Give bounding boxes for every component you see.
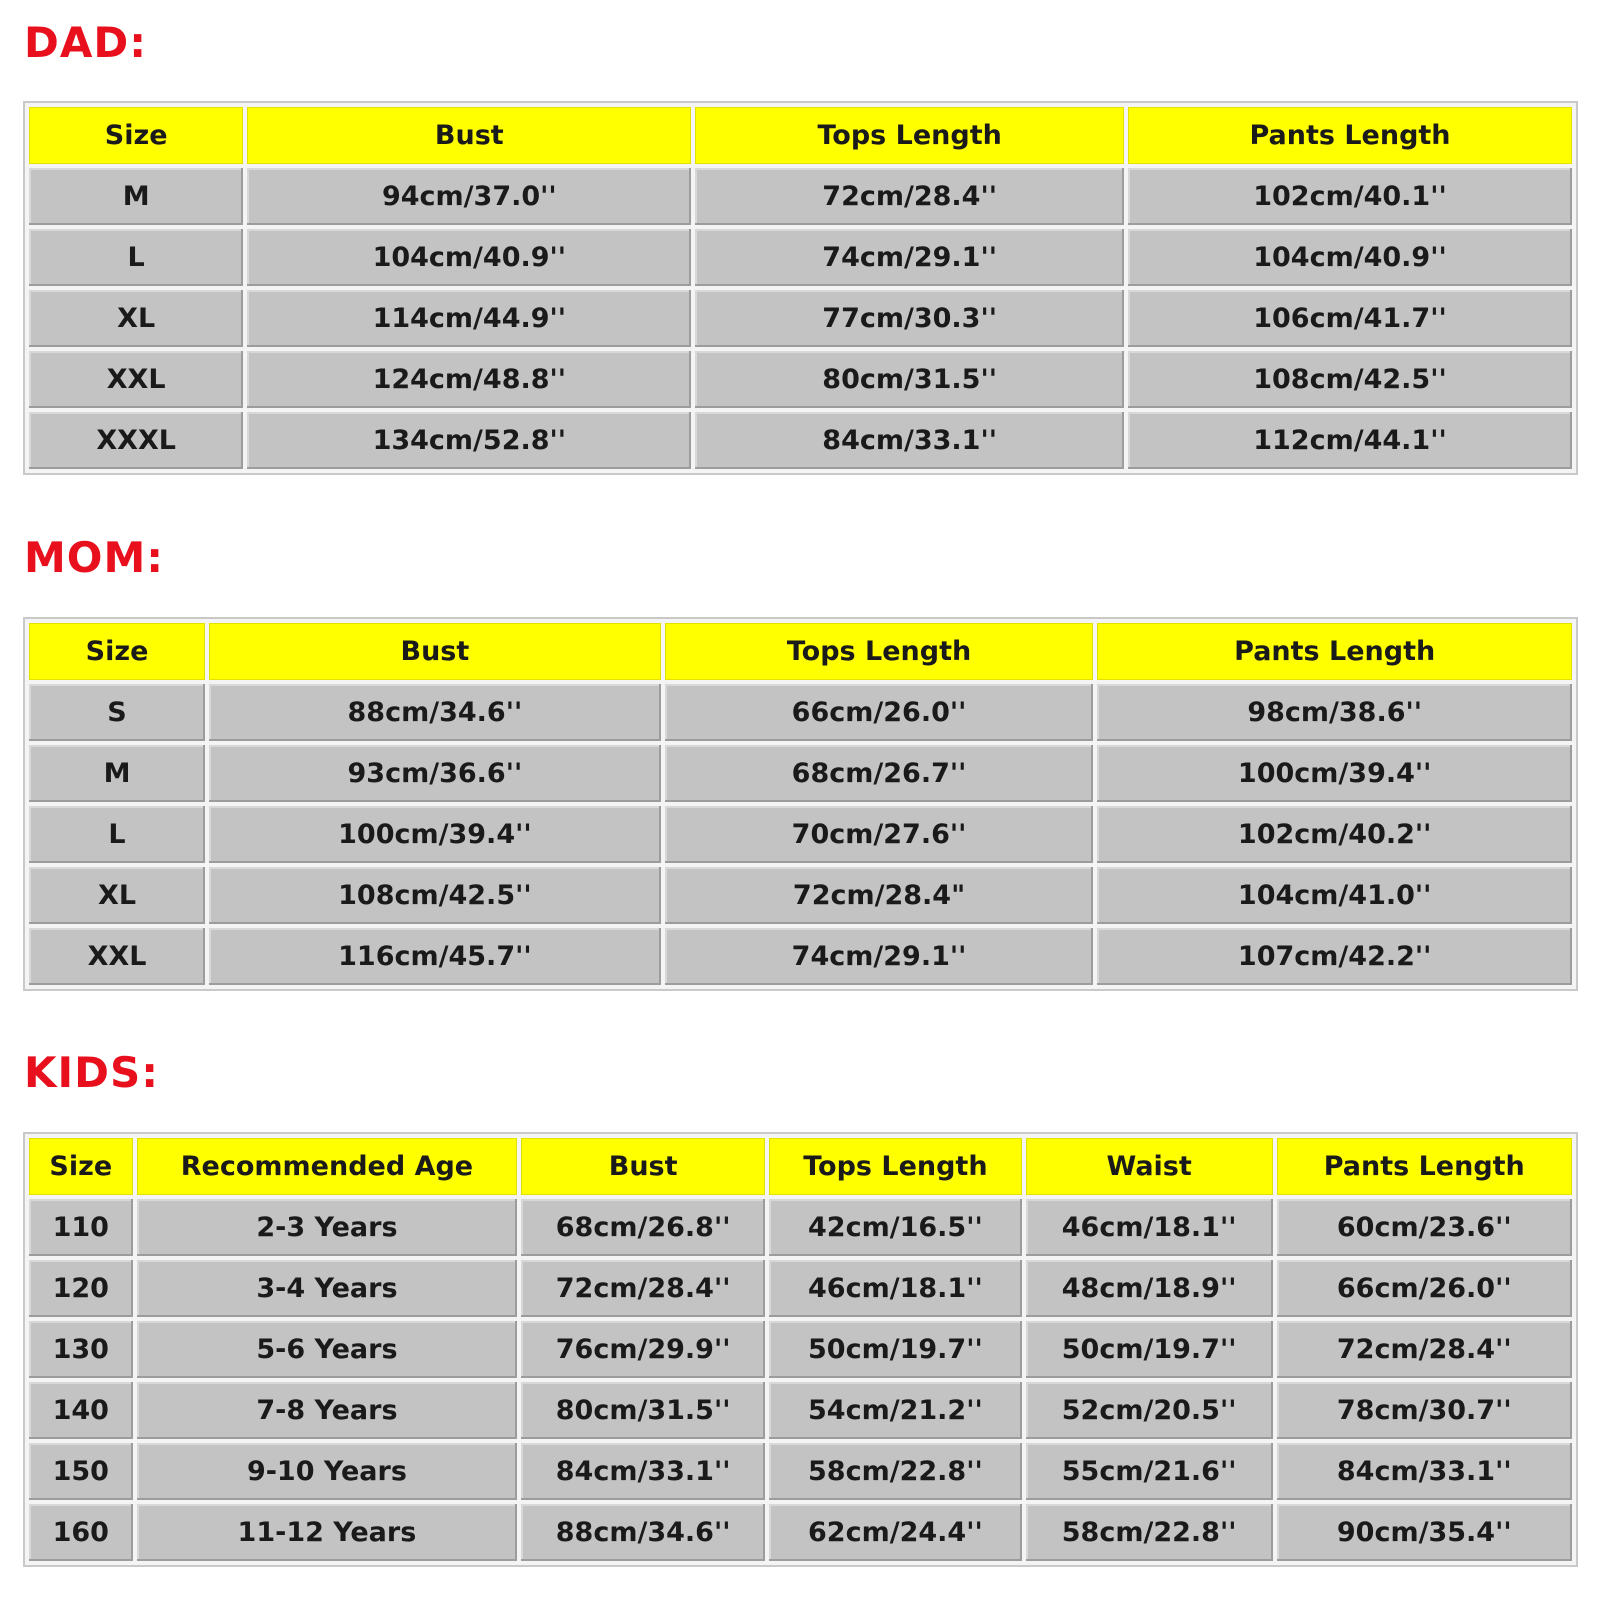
cell-pants-length: 100cm/39.4'' <box>1097 745 1572 802</box>
cell-pants-length: 102cm/40.2'' <box>1097 806 1572 863</box>
table-row <box>29 168 1572 225</box>
table-row <box>29 867 1572 924</box>
cell-waist: 48cm/18.9'' <box>1026 1260 1273 1317</box>
cell-pants-length: 66cm/26.0'' <box>1277 1260 1573 1317</box>
cell-tops-length: 50cm/19.7'' <box>769 1321 1022 1378</box>
cell-size: M <box>29 745 205 802</box>
cell-pants-length: 104cm/41.0'' <box>1097 867 1572 924</box>
cell-tops-length: 66cm/26.0'' <box>665 684 1094 741</box>
cell-pants-length: 60cm/23.6'' <box>1277 1199 1573 1256</box>
cell-waist: 46cm/18.1'' <box>1026 1199 1273 1256</box>
cell-bust: 94cm/37.0'' <box>247 168 691 225</box>
cell-size: 150 <box>29 1443 133 1500</box>
dad-size-table <box>25 103 1576 473</box>
cell-pants-length: 90cm/35.4'' <box>1277 1504 1573 1561</box>
header-recommended-age: Recommended Age <box>137 1138 518 1195</box>
mom-size-table-container <box>23 617 1578 991</box>
cell-pants-length: 112cm/44.1'' <box>1128 412 1572 469</box>
table-row <box>29 1382 1572 1439</box>
cell-size: XXL <box>29 351 243 408</box>
cell-pants-length: 108cm/42.5'' <box>1128 351 1572 408</box>
cell-tops-length: 62cm/24.4'' <box>769 1504 1022 1561</box>
cell-bust: 108cm/42.5'' <box>209 867 661 924</box>
cell-bust: 104cm/40.9'' <box>247 229 691 286</box>
cell-bust: 68cm/26.8'' <box>521 1199 765 1256</box>
cell-pants-length: 106cm/41.7'' <box>1128 290 1572 347</box>
cell-size: 130 <box>29 1321 133 1378</box>
cell-bust: 124cm/48.8'' <box>247 351 691 408</box>
table-row <box>29 806 1572 863</box>
cell-tops-length: 72cm/28.4" <box>665 867 1094 924</box>
cell-size: XXL <box>29 928 205 985</box>
cell-size: M <box>29 168 243 225</box>
kids-size-table <box>25 1134 1576 1565</box>
header-size: Size <box>29 1138 133 1195</box>
header-bust: Bust <box>521 1138 765 1195</box>
cell-size: 160 <box>29 1504 133 1561</box>
cell-size: 140 <box>29 1382 133 1439</box>
cell-waist: 55cm/21.6'' <box>1026 1443 1273 1500</box>
cell-tops-length: 74cm/29.1'' <box>695 229 1124 286</box>
cell-tops-length: 46cm/18.1'' <box>769 1260 1022 1317</box>
cell-tops-length: 80cm/31.5'' <box>695 351 1124 408</box>
cell-size: XL <box>29 867 205 924</box>
cell-recommended-age: 7-8 Years <box>137 1382 518 1439</box>
cell-size: 110 <box>29 1199 133 1256</box>
cell-pants-length: 107cm/42.2'' <box>1097 928 1572 985</box>
cell-tops-length: 70cm/27.6'' <box>665 806 1094 863</box>
table-row <box>29 412 1572 469</box>
header-size: Size <box>29 623 205 680</box>
header-tops-length: Tops Length <box>695 107 1124 164</box>
cell-tops-length: 58cm/22.8'' <box>769 1443 1022 1500</box>
table-row <box>29 1504 1572 1561</box>
cell-recommended-age: 9-10 Years <box>137 1443 518 1500</box>
dad-size-table-container <box>23 101 1578 475</box>
cell-size: S <box>29 684 205 741</box>
cell-pants-length: 102cm/40.1'' <box>1128 168 1572 225</box>
dad-section-title: DAD: <box>24 18 148 67</box>
cell-pants-length: 72cm/28.4'' <box>1277 1321 1573 1378</box>
cell-tops-length: 42cm/16.5'' <box>769 1199 1022 1256</box>
cell-tops-length: 54cm/21.2'' <box>769 1382 1022 1439</box>
cell-tops-length: 77cm/30.3'' <box>695 290 1124 347</box>
header-tops-length: Tops Length <box>665 623 1094 680</box>
cell-size: L <box>29 806 205 863</box>
cell-recommended-age: 3-4 Years <box>137 1260 518 1317</box>
table-row <box>29 745 1572 802</box>
table-row <box>29 351 1572 408</box>
cell-size: 120 <box>29 1260 133 1317</box>
cell-bust: 134cm/52.8'' <box>247 412 691 469</box>
cell-pants-length: 84cm/33.1'' <box>1277 1443 1573 1500</box>
cell-bust: 80cm/31.5'' <box>521 1382 765 1439</box>
table-header-row <box>29 623 1572 680</box>
header-pants-length: Pants Length <box>1277 1138 1573 1195</box>
cell-bust: 88cm/34.6'' <box>209 684 661 741</box>
cell-bust: 72cm/28.4'' <box>521 1260 765 1317</box>
table-row <box>29 684 1572 741</box>
table-row <box>29 1321 1572 1378</box>
cell-recommended-age: 5-6 Years <box>137 1321 518 1378</box>
header-tops-length: Tops Length <box>769 1138 1022 1195</box>
cell-waist: 58cm/22.8'' <box>1026 1504 1273 1561</box>
mom-size-table <box>25 619 1576 989</box>
cell-tops-length: 74cm/29.1'' <box>665 928 1094 985</box>
cell-bust: 93cm/36.6'' <box>209 745 661 802</box>
cell-size: L <box>29 229 243 286</box>
header-bust: Bust <box>209 623 661 680</box>
header-waist: Waist <box>1026 1138 1273 1195</box>
cell-recommended-age: 11-12 Years <box>137 1504 518 1561</box>
cell-tops-length: 68cm/26.7'' <box>665 745 1094 802</box>
table-row <box>29 290 1572 347</box>
cell-size: XL <box>29 290 243 347</box>
cell-pants-length: 104cm/40.9'' <box>1128 229 1572 286</box>
table-row <box>29 1199 1572 1256</box>
cell-bust: 100cm/39.4'' <box>209 806 661 863</box>
cell-pants-length: 98cm/38.6'' <box>1097 684 1572 741</box>
header-bust: Bust <box>247 107 691 164</box>
cell-recommended-age: 2-3 Years <box>137 1199 518 1256</box>
table-header-row <box>29 107 1572 164</box>
mom-section-title: MOM: <box>24 533 165 582</box>
cell-waist: 52cm/20.5'' <box>1026 1382 1273 1439</box>
cell-pants-length: 78cm/30.7'' <box>1277 1382 1573 1439</box>
table-header-row <box>29 1138 1572 1195</box>
cell-size: XXXL <box>29 412 243 469</box>
kids-size-table-container <box>23 1132 1578 1567</box>
header-pants-length: Pants Length <box>1097 623 1572 680</box>
cell-bust: 76cm/29.9'' <box>521 1321 765 1378</box>
cell-bust: 84cm/33.1'' <box>521 1443 765 1500</box>
table-row <box>29 229 1572 286</box>
header-size: Size <box>29 107 243 164</box>
cell-waist: 50cm/19.7'' <box>1026 1321 1273 1378</box>
table-row <box>29 1443 1572 1500</box>
cell-tops-length: 84cm/33.1'' <box>695 412 1124 469</box>
cell-tops-length: 72cm/28.4'' <box>695 168 1124 225</box>
table-row <box>29 1260 1572 1317</box>
kids-section-title: KIDS: <box>24 1048 160 1097</box>
table-row <box>29 928 1572 985</box>
header-pants-length: Pants Length <box>1128 107 1572 164</box>
cell-bust: 114cm/44.9'' <box>247 290 691 347</box>
cell-bust: 116cm/45.7'' <box>209 928 661 985</box>
cell-bust: 88cm/34.6'' <box>521 1504 765 1561</box>
